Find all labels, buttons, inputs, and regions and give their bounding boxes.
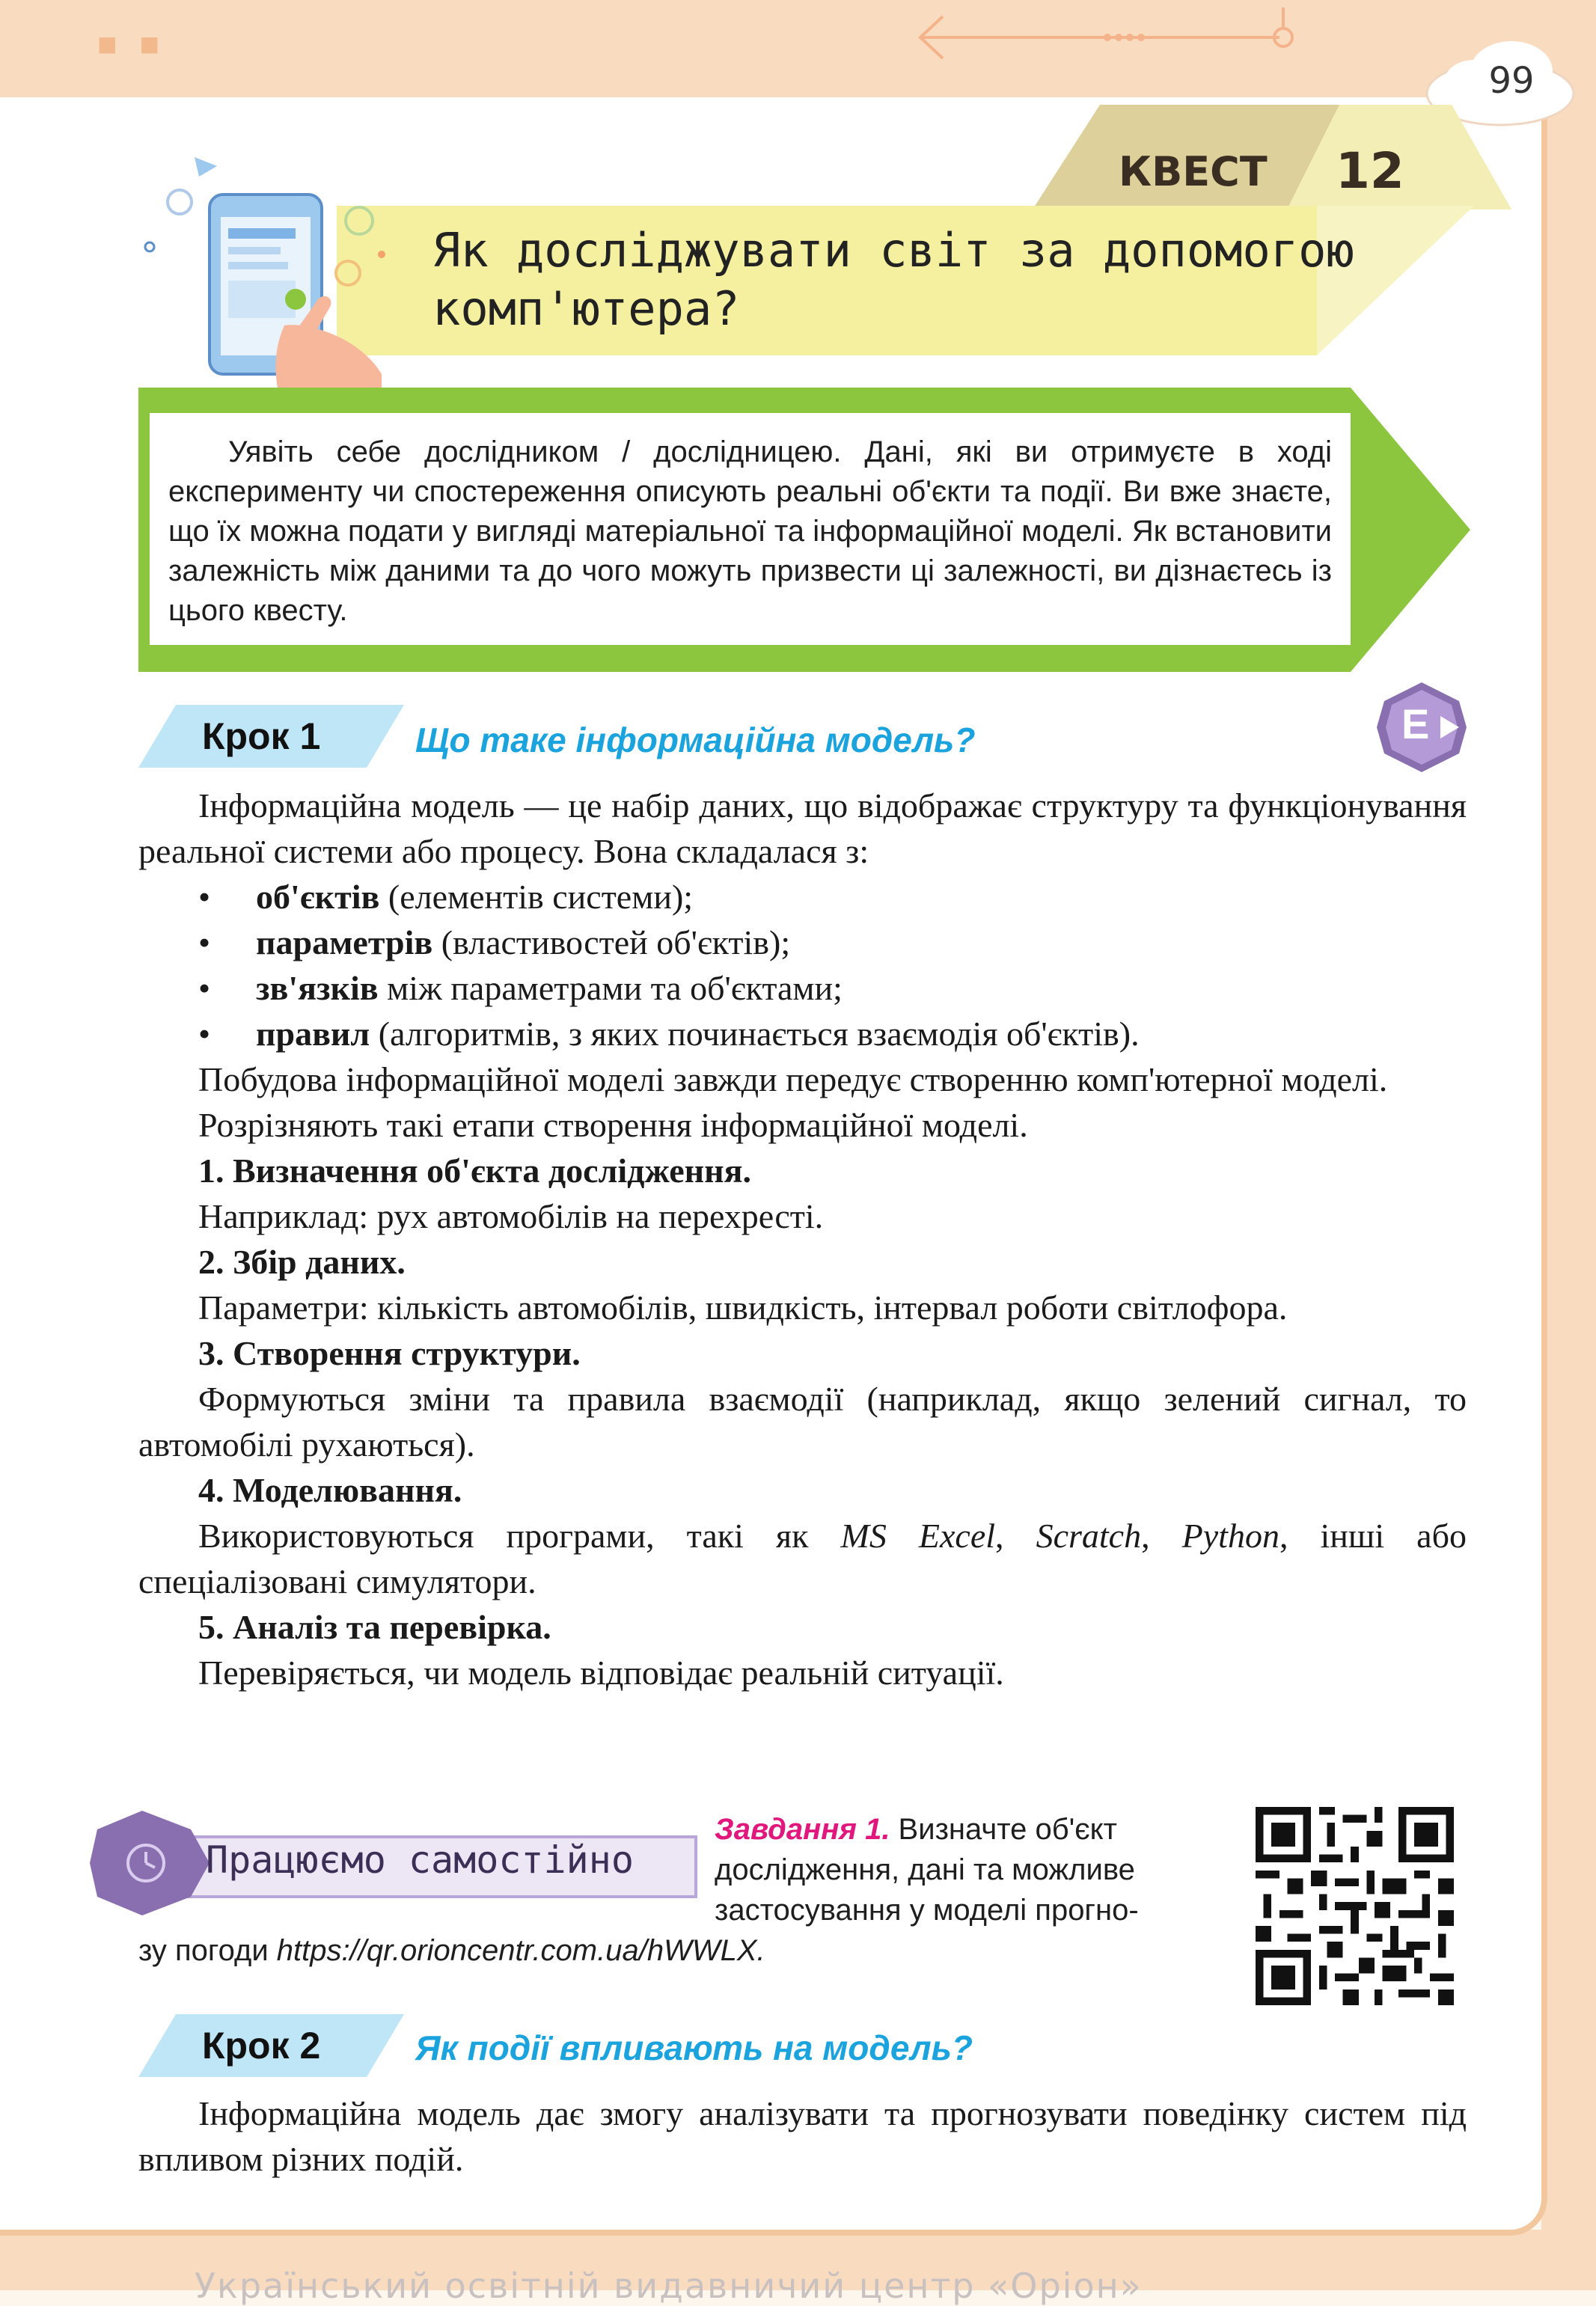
bullet-item: • параметрів (властивостей об'єктів); xyxy=(198,923,791,961)
qr-code-icon[interactable] xyxy=(1256,1807,1454,2005)
bullet-bold: об'єктів xyxy=(256,878,380,916)
right-decor-band xyxy=(1541,0,1596,2290)
stage-text: Параметри: кількість автомобілів, швидкість, інтервал роботи світлофора. xyxy=(198,1288,1288,1327)
stage-title: 1. Визначення об'єкта дослідження. xyxy=(198,1152,752,1190)
task-tail-text: зу погоди xyxy=(138,1934,277,1967)
step2-label: Крок 2 xyxy=(202,2025,321,2067)
page-number: 99 xyxy=(1488,60,1535,102)
step1-label: Крок 1 xyxy=(202,715,321,757)
bullet-rest: (властивостей об'єктів); xyxy=(432,923,791,961)
bullet-bold: параметрів xyxy=(256,923,433,961)
quest-tag-shape xyxy=(1033,105,1511,210)
bullet-item: • об'єктів (елементів системи); xyxy=(198,878,694,916)
quest-label: КВЕСТ xyxy=(1119,148,1268,195)
task-link[interactable]: https://qr.orioncentr.com.ua/hWWLX. xyxy=(276,1934,765,1967)
bullet-rest: (елементів системи); xyxy=(379,878,694,916)
publisher-footer: Український освітній видавничий центр «Оріон» xyxy=(195,2266,1143,2306)
task-block xyxy=(715,1809,1208,1930)
self-work-label: Працюємо самостійно xyxy=(206,1838,634,1882)
note-text: Побудова інформаційної моделі завжди передує створенню комп'ютерної моделі. xyxy=(198,1060,1388,1098)
bullet-bold: правил xyxy=(256,1015,370,1053)
step2-body xyxy=(138,2091,1467,2182)
bullet-rest: між параметрами та об'єктами; xyxy=(378,969,843,1007)
task-tail xyxy=(138,1930,1261,1971)
stage-text-part: Використовуються програми, такі як xyxy=(198,1517,841,1555)
bullet-bold: зв'язків xyxy=(256,969,379,1007)
program-name: Python xyxy=(1181,1517,1279,1555)
stage-title: 2. Збір даних. xyxy=(198,1243,406,1281)
arrow-decor-icon xyxy=(905,7,1324,67)
stage-title: 5. Аналіз та перевірка. xyxy=(198,1608,551,1646)
program-name: Scratch xyxy=(1036,1517,1142,1555)
e-badge-letter: E xyxy=(1401,700,1430,747)
task-title: Завдання 1. xyxy=(715,1813,890,1846)
intro-text: Уявіть себе дослідником / дослідницею. Дані, які ви отримуєте в ході експерименту чи спостереження описують реальні об'єкти та події. Ви вже знаєте, що їх можна подати у вигляді матеріальної та інформаційної моделі. Як встановити залежність між даними та до чого можуть призвести ці залежності, ви дізнаєтесь із цього квесту. xyxy=(168,435,1332,627)
quest-number: 12 xyxy=(1336,142,1404,200)
step2-text: Інформаційна модель дає змогу аналізувати та прогнозувати поведінку систем під впливом різних подій. xyxy=(138,2094,1467,2178)
task-text: Визначте об'єкт дослідження, дані та можливе застосування у моделі прогно- xyxy=(715,1813,1139,1927)
bullet-rest: (алгоритмів, з яких починається взаємодія об'єктів). xyxy=(370,1015,1140,1053)
program-name: MS Excel xyxy=(840,1517,996,1555)
step1-body xyxy=(138,783,1467,1695)
top-decor-band xyxy=(0,0,1596,97)
stages-intro: Розрізняють такі етапи створення інформаційної моделі. xyxy=(198,1106,1028,1144)
bullet-item: • правил (алгоритмів, з яких починається взаємодія об'єктів). xyxy=(198,1015,1140,1053)
page-title: Як досліджувати світ за допомогою комп'ютера? xyxy=(432,223,1354,336)
phone-hand-illustration-icon xyxy=(135,150,412,419)
separator: , xyxy=(995,1517,1036,1555)
stage-title: 4. Моделювання. xyxy=(198,1471,462,1509)
separator: , xyxy=(1141,1517,1182,1555)
stage-text-part: , інші або спеціалізовані симулятори. xyxy=(138,1517,1467,1600)
step1-question: Що таке інформаційна модель? xyxy=(415,721,976,759)
stage-text: Наприклад: рух автомобілів на перехресті. xyxy=(198,1197,824,1235)
stage-title: 3. Створення структури. xyxy=(198,1334,581,1372)
stage-text xyxy=(138,1513,1467,1604)
step2-question: Як події впливають на модель? xyxy=(415,2028,973,2067)
bullet-item: • зв'язків між параметрами та об'єктами; xyxy=(198,969,843,1007)
stage-text: Формуються зміни та правила взаємодії (наприклад, якщо зелений сигнал, то автомобілі рухаються). xyxy=(138,1380,1467,1464)
top-dots-decor: ■■ xyxy=(97,31,182,56)
definition-text: Інформаційна модель — це набір даних, що відображає структуру та функціонування реальної системи або процесу. Вона складалася з: xyxy=(138,786,1467,870)
stage-text: Перевіряється, чи модель відповідає реальній ситуації. xyxy=(198,1654,1004,1692)
